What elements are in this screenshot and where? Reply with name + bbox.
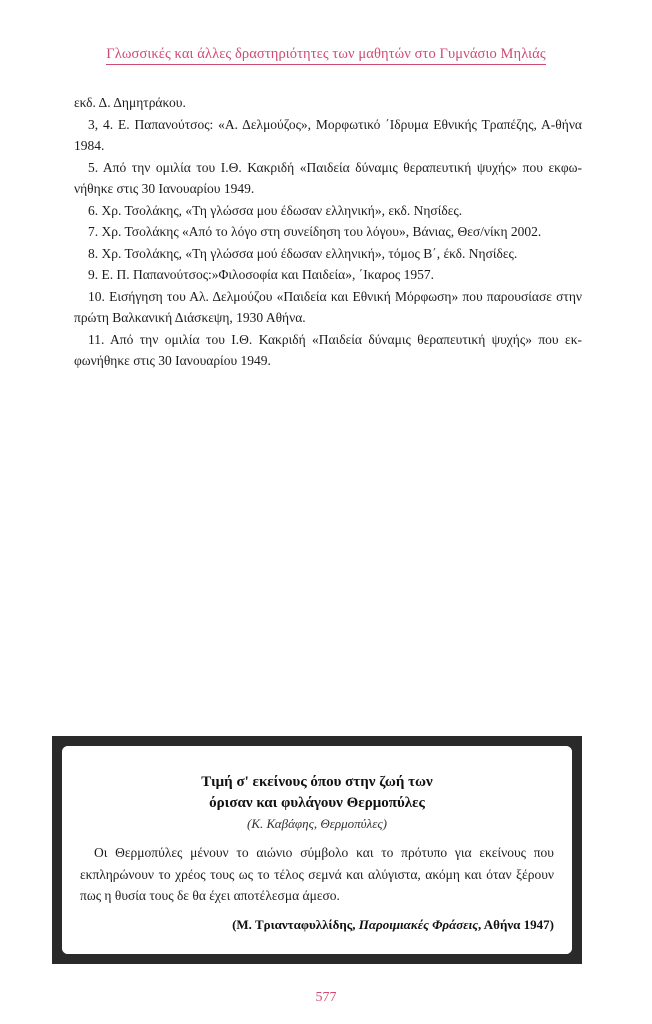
running-header-text: Γλωσσικές και άλλες δραστηριότητες των μαθητών στο Γυμνάσιο Μηλιάς bbox=[106, 46, 545, 65]
running-header bbox=[60, 46, 592, 65]
endnote-6: 6. Χρ. Τσολάκης, «Τη γλώσσα μου έδωσαν ελληνική», εκδ. Νησίδες. bbox=[88, 202, 463, 218]
citation-author: (Μ. Τριανταφυλλίδης, bbox=[232, 916, 359, 932]
endnote-8: 8. Χρ. Τσολάκης, «Τη γλώσσα μού έδωσαν ελληνική», τόμος Β΄, έκδ. Νησίδες. bbox=[88, 245, 518, 261]
endnote-continuation: εκδ. Δ. Δημητράκου. bbox=[74, 95, 186, 110]
quote-box bbox=[62, 746, 572, 954]
quote-title bbox=[80, 772, 554, 814]
endnote-3-4: 3, 4. Ε. Παπανούτσος: «Α. Δελμούζος», Μορφωτικό ΄Ιδρυμα Εθνικής Τραπέζης, Α-θήνα 1984. bbox=[74, 116, 582, 153]
endnote-9: 9. Ε. Π. Παπανούτσος:»Φιλοσοφία και Παιδεία», ΄Ικαρος 1957. bbox=[88, 267, 435, 282]
quote-body: Οι Θερμοπύλες μένουν το αιώνιο σύμβολο και το πρότυπο για εκείνους που εκπληρώνουν το χρέος τους ως το τέλος σεμνά και αλύγιστα, ακόμη και όταν ξέρουν πως η θυσία τους δε θα έχει αποτέλεσμα άμεσο. bbox=[80, 845, 554, 903]
quote-title-line-1: Τιμή σ' εκείνους όπου στην ζωή των bbox=[201, 774, 433, 790]
endnote-11: 11. Από την ομιλία του Ι.Θ. Κακριδή «Παιδεία δύναμις θεραπευτική ψυχής» που εκ-φωνήθηκε στις 30 Ιανουαρίου 1949. bbox=[74, 331, 582, 368]
endnote-5: 5. Από την ομιλία του Ι.Θ. Κακριδή «Παιδεία δύναμις θεραπευτική ψυχής» που εκφω-νήθηκε στις 30 Ιανουαρίου 1949. bbox=[74, 159, 582, 196]
citation-work: Παροιμιακές Φράσεις bbox=[358, 916, 479, 932]
quote-box-frame bbox=[52, 736, 582, 964]
quote-title-line-2: όρισαν και φυλάγουν Θερμοπύλες bbox=[209, 795, 425, 811]
endnote-7: 7. Χρ. Τσολάκης «Από το λόγο στη συνείδηση του λόγου», Βάνιας, Θεσ/νίκη 2002. bbox=[88, 224, 542, 239]
page-number: 577 bbox=[315, 990, 337, 1005]
endnotes-list bbox=[74, 92, 582, 372]
quote-source: (Κ. Καβάφης, Θερμοπύλες) bbox=[247, 816, 387, 831]
quote-citation bbox=[80, 917, 554, 933]
citation-place: , Αθήνα 1947) bbox=[478, 916, 554, 932]
endnote-10: 10. Εισήγηση του Αλ. Δελμούζου «Παιδεία και Εθνική Μόρφωση» που παρουσίασε στην πρώτη Βαλκανική Διάσκεψη, 1930 Αθήνα. bbox=[74, 288, 582, 325]
